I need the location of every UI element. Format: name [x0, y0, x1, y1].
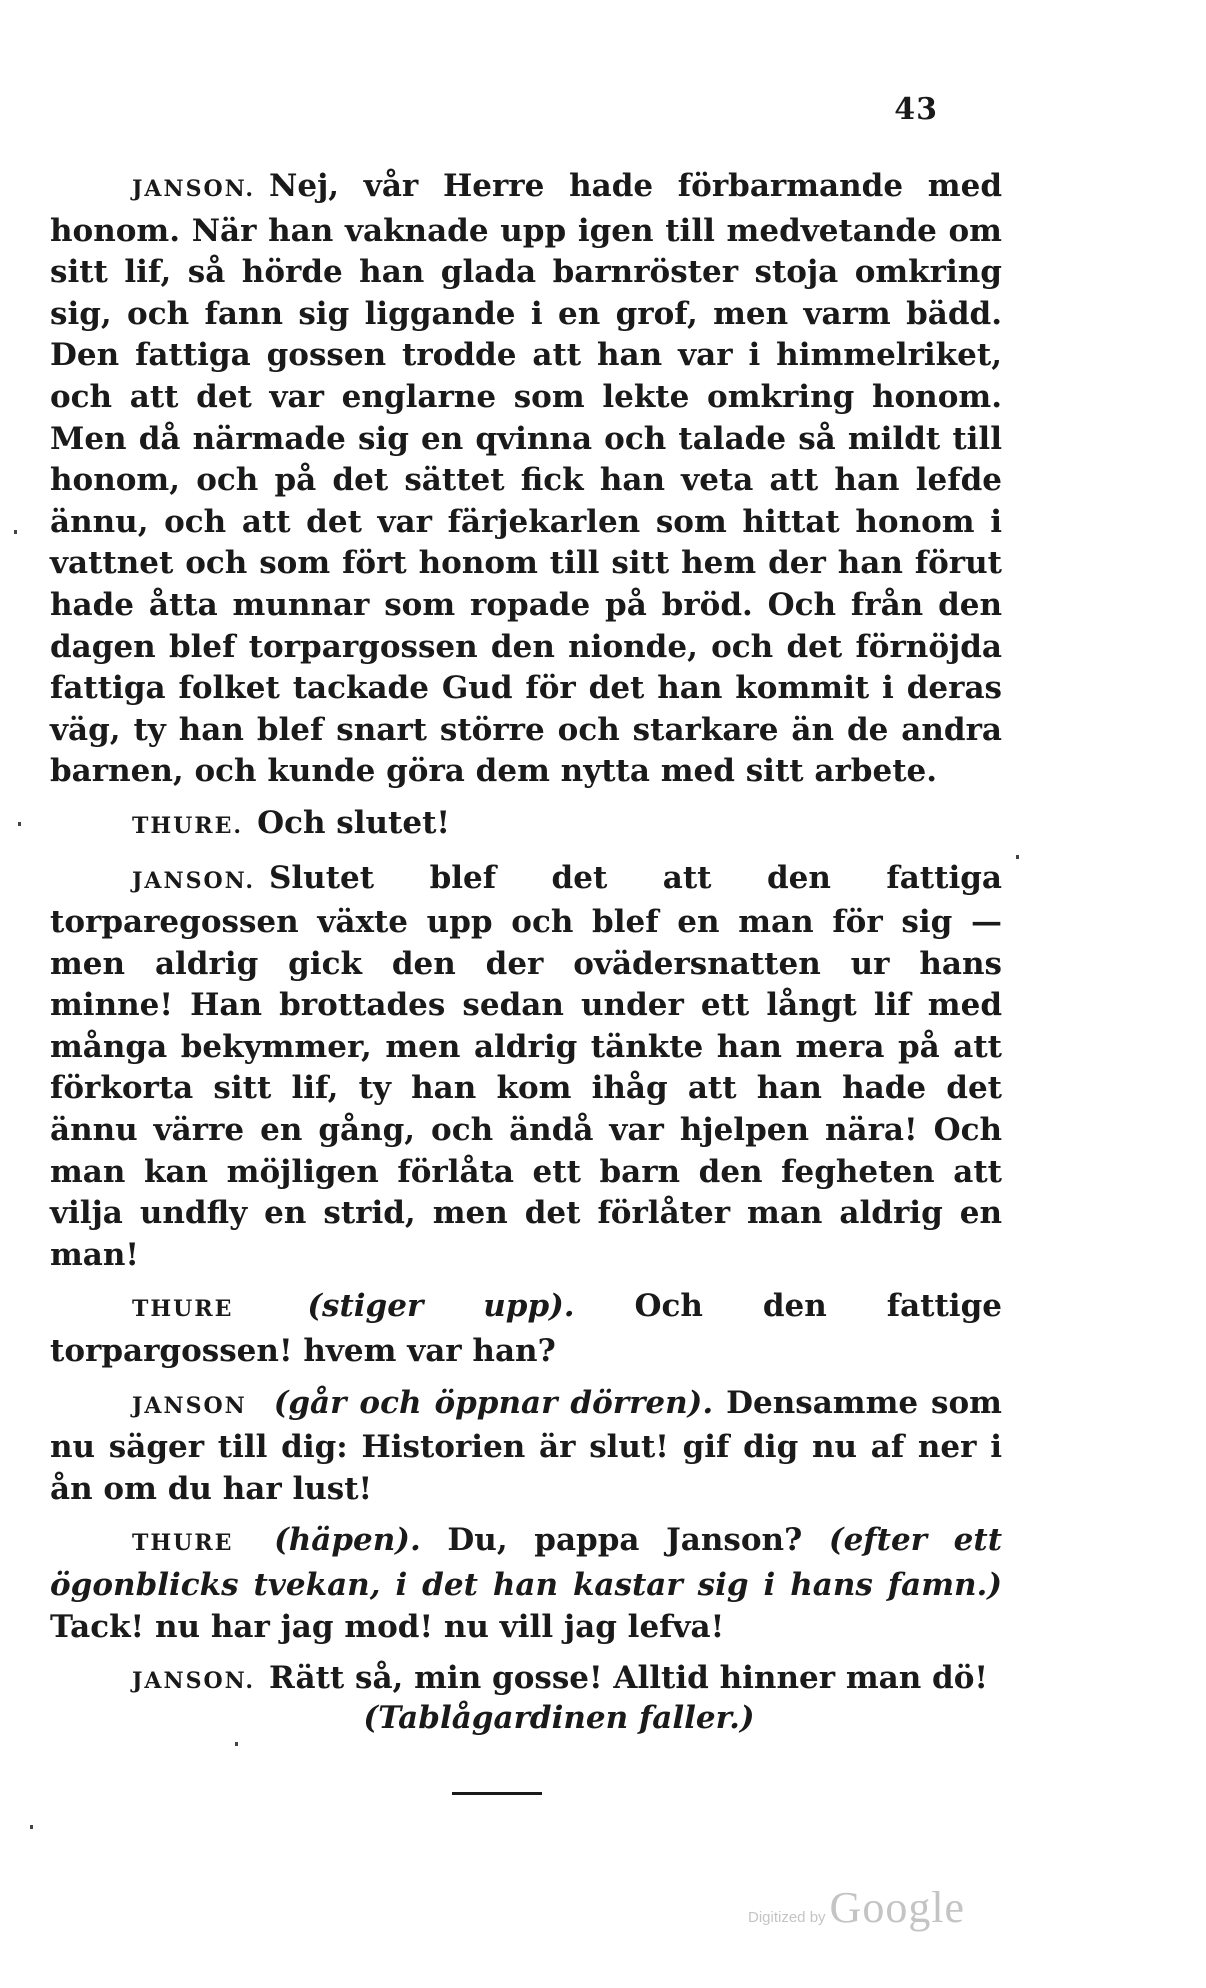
stage-direction: (efter ett ögonblicks tvekan, i det han kastar sig i hans famn.) — [50, 1522, 1003, 1603]
dialogue-line: Och slutet! — [257, 804, 451, 841]
dialogue-paragraph — [50, 166, 1002, 793]
speaker-name: THURE — [132, 1296, 234, 1323]
ink-speck — [235, 1742, 238, 1746]
dialogue-line: Slutet blef det att den fattiga torparegossen växte upp och blef en man för sig — men aldrig gick den der ovädersnatten ur hans minne! Han brottades sedan under ett långt lif med många bekymmer, men aldrig tänkte han mera på att förkorta sitt lif, ty han kom ihåg att han hade det ännu värre en gång, och ändå var hjelpen nära! Och man kan möjligen förlåta ett barn den fegheten att vilja undfly en strid, men det förlåter man aldrig en man! — [50, 859, 1002, 1273]
ink-speck — [14, 530, 17, 534]
dialogue-paragraph — [50, 1520, 1002, 1648]
dialogue-text — [50, 166, 1002, 1713]
end-rule — [452, 1792, 542, 1795]
stage-direction: (häpen). — [274, 1522, 421, 1559]
stage-direction: (stiger upp). — [307, 1288, 575, 1325]
dialogue-paragraph — [50, 1658, 1002, 1703]
speaker-name: THURE — [132, 1530, 234, 1557]
dialogue-line: Densamme som nu säger till dig: Historien är slut! gif dig nu af ner i ån om du har lust! — [50, 1384, 1002, 1507]
dialogue-paragraph — [50, 803, 1002, 848]
dialogue-line: Och den fattige torpargossen! hvem var han? — [50, 1288, 1002, 1370]
dialogue-paragraph — [50, 858, 1002, 1277]
dialogue-line: Nej, vår Herre hade förbarmande med honom. När han vaknade upp igen till medvetande om sitt lif, så hörde han glada barnröster stoja omkring sig, och fann sig liggande i en grof, men varm bädd. Den fattiga gossen trodde att han var i himmelriket, och att det var englarne som lekte omkring honom. Men då närmade sig en qvinna och talade så mildt till honom, och på det sättet fick han veta att han lefde ännu, och att det var färjekarlen som hittat honom i vattnet och som fört honom till sitt hem der han förut hade åtta munnar som ropade på bröd. Och från den dagen blef torpargossen den nionde, och det förnöjda fattiga folket tackade Gud för det han kommit i deras väg, ty han blef snart större och starkare än de andra barnen, och kunde göra dem nytta med sitt arbete. — [50, 168, 1002, 790]
stage-direction: (går och öppnar dörren). — [273, 1384, 714, 1421]
speaker-name: JANSON. — [132, 1668, 256, 1695]
page-number: 43 — [894, 92, 938, 127]
ink-speck — [18, 822, 21, 826]
digitized-watermark — [748, 1882, 965, 1933]
speaker-name: JANSON — [132, 1392, 247, 1419]
google-logo: Google — [829, 1883, 966, 1932]
speaker-name: JANSON. — [132, 867, 256, 894]
ink-speck — [30, 1825, 33, 1829]
dialogue-line: Rätt så, min gosse! Alltid hinner man dö! — [269, 1660, 989, 1697]
curtain-direction: (Tablågardinen faller.) — [363, 1700, 755, 1736]
speaker-name: THURE. — [132, 812, 244, 839]
dialogue-line: Du, pappa Janson? — [447, 1522, 803, 1559]
dialogue-paragraph — [50, 1383, 1002, 1511]
ink-speck — [1016, 855, 1019, 859]
closing-stage-direction — [0, 1700, 1206, 1736]
dialogue-line: Tack! nu har jag mod! nu vill jag lefva! — [50, 1608, 725, 1645]
speaker-name: JANSON. — [132, 176, 256, 202]
digitized-label: Digitized by — [748, 1909, 826, 1926]
dialogue-paragraph — [50, 1286, 1002, 1372]
